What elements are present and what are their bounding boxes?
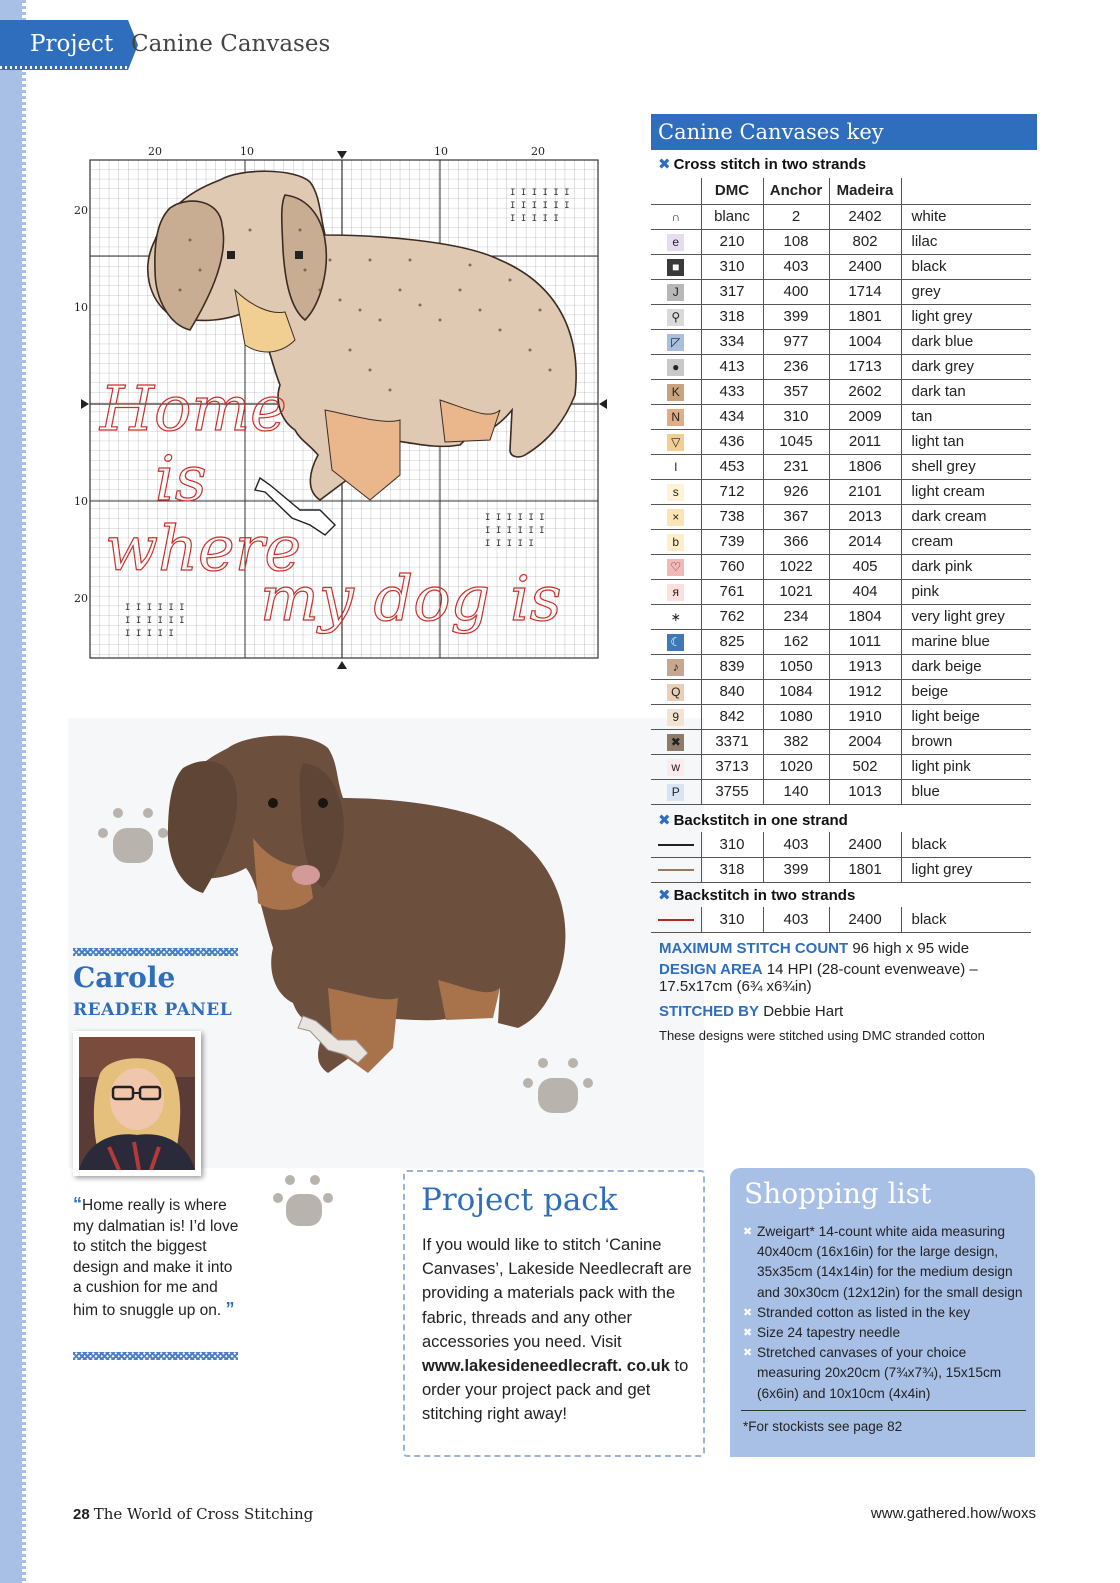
stitch-symbol-icon: 9: [667, 709, 684, 726]
key-anchor: 1045: [763, 429, 829, 454]
stitch-symbol-icon: s: [667, 484, 684, 501]
key-symbol-cell: [651, 229, 701, 254]
chart-svg: [70, 140, 610, 670]
key-anchor: 1020: [763, 754, 829, 779]
reader-divider-bottom: [73, 1352, 238, 1360]
key-row: [651, 279, 1031, 304]
section-label: Project: [30, 31, 114, 57]
stitch-symbol-icon: ∗: [667, 609, 684, 626]
key-madeira: 2009: [829, 404, 901, 429]
tick-top-3: 10: [434, 145, 448, 158]
stitch-symbol-icon: P: [667, 784, 684, 801]
key-table: [651, 178, 1031, 805]
key-madeira: 1912: [829, 679, 901, 704]
key-dmc: 413: [701, 354, 763, 379]
project-pack-link[interactable]: www.lakesideneedlecraft. co.uk: [422, 1357, 670, 1376]
stitch-symbol-icon: ■: [667, 259, 684, 276]
key-color-name: dark beige: [901, 654, 1031, 679]
key-color-name: grey: [901, 279, 1031, 304]
svg-text:I I I I I I: I I I I I I: [485, 513, 545, 523]
tick-left-2: 10: [74, 301, 88, 314]
shopping-item: ✖ Stretched canvases of your choice measuring 20x20cm (7¾x7¾), 15x15cm (6x6in) and 10x10cm (4x4in): [743, 1343, 1028, 1404]
key-dmc: 762: [701, 604, 763, 629]
key-color-name: black: [901, 907, 1031, 932]
shopping-item: ✖ Zweigart* 14-count white aida measuring 40x40cm (16x16in) for the large design, 35x35cm (14x14in) for the medium design and 30x30cm (12x12in) for the small design: [743, 1222, 1028, 1303]
key-dmc: 842: [701, 704, 763, 729]
stitch-symbol-icon: ✖: [667, 734, 684, 751]
key-dmc: 3371: [701, 729, 763, 754]
key-anchor: 1022: [763, 554, 829, 579]
backstitch-row: [651, 857, 1031, 882]
svg-text:I I I I I I: I I I I I I: [510, 201, 570, 211]
key-anchor: 357: [763, 379, 829, 404]
shopping-list-rule: [741, 1410, 1026, 1411]
key-color-name: shell grey: [901, 454, 1031, 479]
key-anchor: 1050: [763, 654, 829, 679]
key-anchor: 403: [763, 907, 829, 932]
key-row: [651, 429, 1031, 454]
svg-text:I I I I I I: I I I I I I: [125, 616, 185, 626]
key-symbol-cell: [651, 604, 701, 629]
key-color-name: black: [901, 832, 1031, 857]
key-madeira: 1013: [829, 779, 901, 804]
key-symbol-cell: [651, 304, 701, 329]
magazine-name: The World of Cross Stitching: [93, 1505, 314, 1523]
key-symbol-cell: [651, 479, 701, 504]
left-stripe-dots: [22, 0, 26, 1583]
backstitch-line-icon: [658, 919, 694, 921]
stitch-symbol-icon: Q: [667, 684, 684, 701]
key-row: [651, 629, 1031, 654]
key-dmc: 760: [701, 554, 763, 579]
key-row: [651, 479, 1031, 504]
project-pack-text: If you would like to stitch ‘Canine Canvases’, Lakeside Needlecraft are providing a materials pack with the fabric, threads and any other accessories you need. Visit www.lakesideneedlecraft. co.uk to order your project pack and get stitching right away!: [422, 1236, 692, 1424]
key-symbol-cell: [651, 832, 701, 857]
key-madeira: 405: [829, 554, 901, 579]
key-symbol-cell: [651, 454, 701, 479]
key-color-name: black: [901, 254, 1031, 279]
key-anchor: 1021: [763, 579, 829, 604]
reader-quote: “Home really is where my dalmatian is! I’d love to stitch the biggest design and make it into a cushion for me and him to snuggle up on. ”: [73, 1194, 239, 1319]
center-arrow-left: [81, 399, 89, 409]
key-symbol-cell: [651, 429, 701, 454]
key-row: [651, 504, 1031, 529]
key-row: [651, 679, 1031, 704]
shopping-item: ✖ Stranded cotton as listed in the key: [743, 1303, 1028, 1323]
key-anchor: 231: [763, 454, 829, 479]
key-symbol-cell: [651, 529, 701, 554]
key-madeira: 1806: [829, 454, 901, 479]
design-area-size: 17.5x17cm (6¾ x6¾in): [659, 978, 812, 995]
key-madeira: 2602: [829, 379, 901, 404]
key-madeira: 2402: [829, 204, 901, 229]
key-title: Canine Canvases key: [651, 114, 1037, 150]
key-color-name: dark pink: [901, 554, 1031, 579]
key-col-madeira: Madeira: [829, 178, 901, 204]
center-arrow-top: [337, 151, 347, 159]
key-color-name: marine blue: [901, 629, 1031, 654]
page-title: Canine Canvases: [131, 31, 331, 57]
stitch-symbol-icon: w: [667, 759, 684, 776]
stitch-symbol-icon: J: [667, 284, 684, 301]
key-dmc: 318: [701, 304, 763, 329]
key-dmc: 839: [701, 654, 763, 679]
key-symbol-cell: [651, 779, 701, 804]
reader-panel-label: READER PANEL: [73, 1000, 233, 1020]
key-dmc: 334: [701, 329, 763, 354]
key-dmc: 310: [701, 254, 763, 279]
open-quote-icon: “: [73, 1194, 82, 1214]
key-anchor: 403: [763, 832, 829, 857]
key-symbol-cell: [651, 704, 701, 729]
thread-note: These designs were stitched using DMC stranded cotton: [659, 1028, 985, 1043]
page-number: 28: [73, 1506, 90, 1523]
key-anchor: 366: [763, 529, 829, 554]
design-area: DESIGN AREA 14 HPI (28-count evenweave) –: [659, 961, 978, 978]
key-dmc: 739: [701, 529, 763, 554]
key-madeira: 1004: [829, 329, 901, 354]
key-symbol-cell: [651, 754, 701, 779]
script-line-4: my dog is: [260, 562, 562, 635]
stitch-symbol-icon: ♪: [667, 659, 684, 676]
key-dmc: 3713: [701, 754, 763, 779]
key-anchor: 926: [763, 479, 829, 504]
cross-marker-icon: ✖: [658, 812, 671, 829]
backstitch-row: [651, 907, 1031, 932]
key-madeira: 802: [829, 229, 901, 254]
stitch-symbol-icon: N: [667, 409, 684, 426]
key-dmc: 3755: [701, 779, 763, 804]
backstitch-one-label: ✖ Backstitch in one strand: [658, 812, 848, 829]
stitch-symbol-icon: я: [667, 584, 684, 601]
key-anchor: 403: [763, 254, 829, 279]
svg-text:I I I I I I: I I I I I I: [125, 603, 185, 613]
key-dmc: 434: [701, 404, 763, 429]
stitch-symbol-icon: I: [667, 459, 684, 476]
key-color-name: beige: [901, 679, 1031, 704]
shopping-list-title: Shopping list: [744, 1177, 932, 1210]
key-row: [651, 254, 1031, 279]
key-madeira: 2101: [829, 479, 901, 504]
project-pack-title: Project pack: [421, 1182, 618, 1218]
cross-marker-icon: ✖: [658, 887, 671, 904]
stitch-symbol-icon: e: [667, 234, 684, 251]
backstitch-two-table: [651, 907, 1031, 933]
key-dmc: 712: [701, 479, 763, 504]
key-color-name: very light grey: [901, 604, 1031, 629]
key-row: [651, 654, 1031, 679]
key-anchor: 140: [763, 779, 829, 804]
stitch-symbol-icon: b: [667, 534, 684, 551]
key-color-name: light cream: [901, 479, 1031, 504]
svg-text:I I I I I: I I I I I: [125, 629, 174, 639]
key-madeira: 1801: [829, 857, 901, 882]
key-madeira: 1714: [829, 279, 901, 304]
key-dmc: 317: [701, 279, 763, 304]
key-col-sym: [651, 178, 701, 204]
cross-stitch-label: ✖ Cross stitch in two strands: [658, 156, 867, 173]
footer-url[interactable]: www.gathered.how/woxs: [870, 1505, 1036, 1522]
key-symbol-cell: [651, 579, 701, 604]
key-dmc: 840: [701, 679, 763, 704]
tick-left-4: 20: [74, 592, 88, 605]
key-row: [651, 704, 1031, 729]
key-row: [651, 229, 1031, 254]
backstitch-one-table: [651, 832, 1031, 883]
close-quote-icon: ”: [225, 1298, 235, 1319]
key-madeira: 2014: [829, 529, 901, 554]
stitch-symbol-icon: ×: [667, 509, 684, 526]
key-dmc: 310: [701, 907, 763, 932]
key-col-name: [901, 178, 1031, 204]
key-color-name: light beige: [901, 704, 1031, 729]
key-anchor: 977: [763, 329, 829, 354]
key-symbol-cell: [651, 554, 701, 579]
key-anchor: 162: [763, 629, 829, 654]
key-anchor: 234: [763, 604, 829, 629]
stitch-symbol-icon: K: [667, 384, 684, 401]
key-row: [651, 304, 1031, 329]
stockists-note: *For stockists see page 82: [743, 1419, 903, 1434]
key-color-name: dark cream: [901, 504, 1031, 529]
key-color-name: dark tan: [901, 379, 1031, 404]
tick-left-1: 20: [74, 204, 88, 217]
key-symbol-cell: [651, 654, 701, 679]
key-row: [651, 579, 1031, 604]
key-color-name: light grey: [901, 304, 1031, 329]
reader-name: Carole: [73, 961, 176, 994]
key-dmc: 825: [701, 629, 763, 654]
key-dmc: 738: [701, 504, 763, 529]
reader-photo: [73, 1031, 201, 1176]
left-stripe: [0, 0, 22, 1583]
key-color-name: lilac: [901, 229, 1031, 254]
key-anchor: 108: [763, 229, 829, 254]
key-row: [651, 529, 1031, 554]
key-anchor: 2: [763, 204, 829, 229]
tick-left-3: 10: [74, 495, 88, 508]
key-row: [651, 379, 1031, 404]
key-madeira: 1913: [829, 654, 901, 679]
svg-text:I I I I I I: I I I I I I: [510, 188, 570, 198]
key-color-name: light tan: [901, 429, 1031, 454]
key-row: [651, 204, 1031, 229]
stitch-symbol-icon: ∩: [667, 209, 684, 226]
backstitch-row: [651, 832, 1031, 857]
cross-stitch-chart: [70, 140, 610, 670]
paw-print-1: [98, 808, 168, 863]
stitched-dog: [168, 736, 566, 1073]
key-symbol-cell: [651, 404, 701, 429]
stitch-symbol-icon: ▽: [667, 434, 684, 451]
shopping-item: ✖ Size 24 tapestry needle: [743, 1323, 1028, 1343]
paw-print-3: [523, 1058, 593, 1113]
svg-text:I I I I I I: I I I I I I: [485, 526, 545, 536]
backstitch-two-label: ✖ Backstitch in two strands: [658, 887, 856, 904]
key-dmc: 453: [701, 454, 763, 479]
key-row: [651, 754, 1031, 779]
key-color-name: dark blue: [901, 329, 1031, 354]
key-row: [651, 779, 1031, 804]
max-stitch-count: MAXIMUM STITCH COUNT 96 high x 95 wide: [659, 940, 970, 957]
key-color-name: white: [901, 204, 1031, 229]
key-madeira: 2013: [829, 504, 901, 529]
script-line-2: is: [155, 442, 207, 515]
center-arrow-bottom: [337, 661, 347, 669]
reader-divider-top: [73, 948, 238, 956]
stitch-symbol-icon: ⚲: [667, 309, 684, 326]
key-row: [651, 729, 1031, 754]
key-col-dmc: DMC: [701, 178, 763, 204]
key-madeira: 1801: [829, 304, 901, 329]
key-color-name: cream: [901, 529, 1031, 554]
key-color-name: light grey: [901, 857, 1031, 882]
key-row: [651, 329, 1031, 354]
header-tab-dots: [0, 66, 128, 69]
key-dmc: 761: [701, 579, 763, 604]
key-symbol-cell: [651, 629, 701, 654]
key-symbol-cell: [651, 729, 701, 754]
cross-marker-icon: ✖: [658, 156, 671, 173]
key-madeira: 2400: [829, 254, 901, 279]
key-symbol-cell: [651, 504, 701, 529]
key-symbol-cell: [651, 279, 701, 304]
key-madeira: 2011: [829, 429, 901, 454]
key-anchor: 399: [763, 857, 829, 882]
key-symbol-cell: [651, 679, 701, 704]
stitch-symbol-icon: ◸: [667, 334, 684, 351]
svg-text:I I I I I: I I I I I: [510, 214, 559, 224]
key-symbol-cell: [651, 857, 701, 882]
key-madeira: 1804: [829, 604, 901, 629]
backstitch-line-icon: [658, 869, 694, 871]
center-arrow-right: [599, 399, 607, 409]
key-dmc: 436: [701, 429, 763, 454]
key-dmc: blanc: [701, 204, 763, 229]
key-symbol-cell: [651, 379, 701, 404]
key-color-name: light pink: [901, 754, 1031, 779]
key-symbol-cell: [651, 907, 701, 932]
key-symbol-cell: [651, 329, 701, 354]
key-madeira: 404: [829, 579, 901, 604]
key-dmc: 433: [701, 379, 763, 404]
key-row: [651, 604, 1031, 629]
key-madeira: 2400: [829, 832, 901, 857]
tick-top-2: 10: [240, 145, 254, 158]
key-anchor: 1080: [763, 704, 829, 729]
key-symbol-cell: [651, 354, 701, 379]
key-color-name: tan: [901, 404, 1031, 429]
key-anchor: 310: [763, 404, 829, 429]
script-line-1: Home: [100, 372, 287, 445]
key-dmc: 310: [701, 832, 763, 857]
paw-print-small: [270, 1170, 350, 1240]
key-madeira: 2400: [829, 907, 901, 932]
reader-avatar: [79, 1037, 195, 1170]
key-anchor: 367: [763, 504, 829, 529]
shopping-list: [743, 1222, 1028, 1404]
key-anchor: 1084: [763, 679, 829, 704]
key-anchor: 399: [763, 304, 829, 329]
key-row: [651, 354, 1031, 379]
tick-top-4: 20: [531, 145, 545, 158]
svg-text:I I I I I: I I I I I: [485, 539, 534, 549]
key-color-name: brown: [901, 729, 1031, 754]
key-row: [651, 404, 1031, 429]
key-madeira: 2004: [829, 729, 901, 754]
key-row: [651, 554, 1031, 579]
backstitch-line-icon: [658, 844, 694, 846]
footer-left: [73, 1505, 313, 1523]
key-row: [651, 454, 1031, 479]
key-madeira: 1011: [829, 629, 901, 654]
key-dmc: 318: [701, 857, 763, 882]
stitch-symbol-icon: ●: [667, 359, 684, 376]
stitched-by: STITCHED BY Debbie Hart: [659, 1003, 844, 1020]
tick-top-1: 20: [148, 145, 162, 158]
key-color-name: blue: [901, 779, 1031, 804]
key-color-name: pink: [901, 579, 1031, 604]
key-anchor: 400: [763, 279, 829, 304]
key-color-name: dark grey: [901, 354, 1031, 379]
key-anchor: 382: [763, 729, 829, 754]
key-col-anchor: Anchor: [763, 178, 829, 204]
script-line-3: where: [105, 512, 302, 585]
key-symbol-cell: [651, 204, 701, 229]
key-symbol-cell: [651, 254, 701, 279]
key-madeira: 502: [829, 754, 901, 779]
stitch-symbol-icon: ☾: [667, 634, 684, 651]
key-madeira: 1713: [829, 354, 901, 379]
key-dmc: 210: [701, 229, 763, 254]
key-madeira: 1910: [829, 704, 901, 729]
key-anchor: 236: [763, 354, 829, 379]
stitch-symbol-icon: ♡: [667, 559, 684, 576]
